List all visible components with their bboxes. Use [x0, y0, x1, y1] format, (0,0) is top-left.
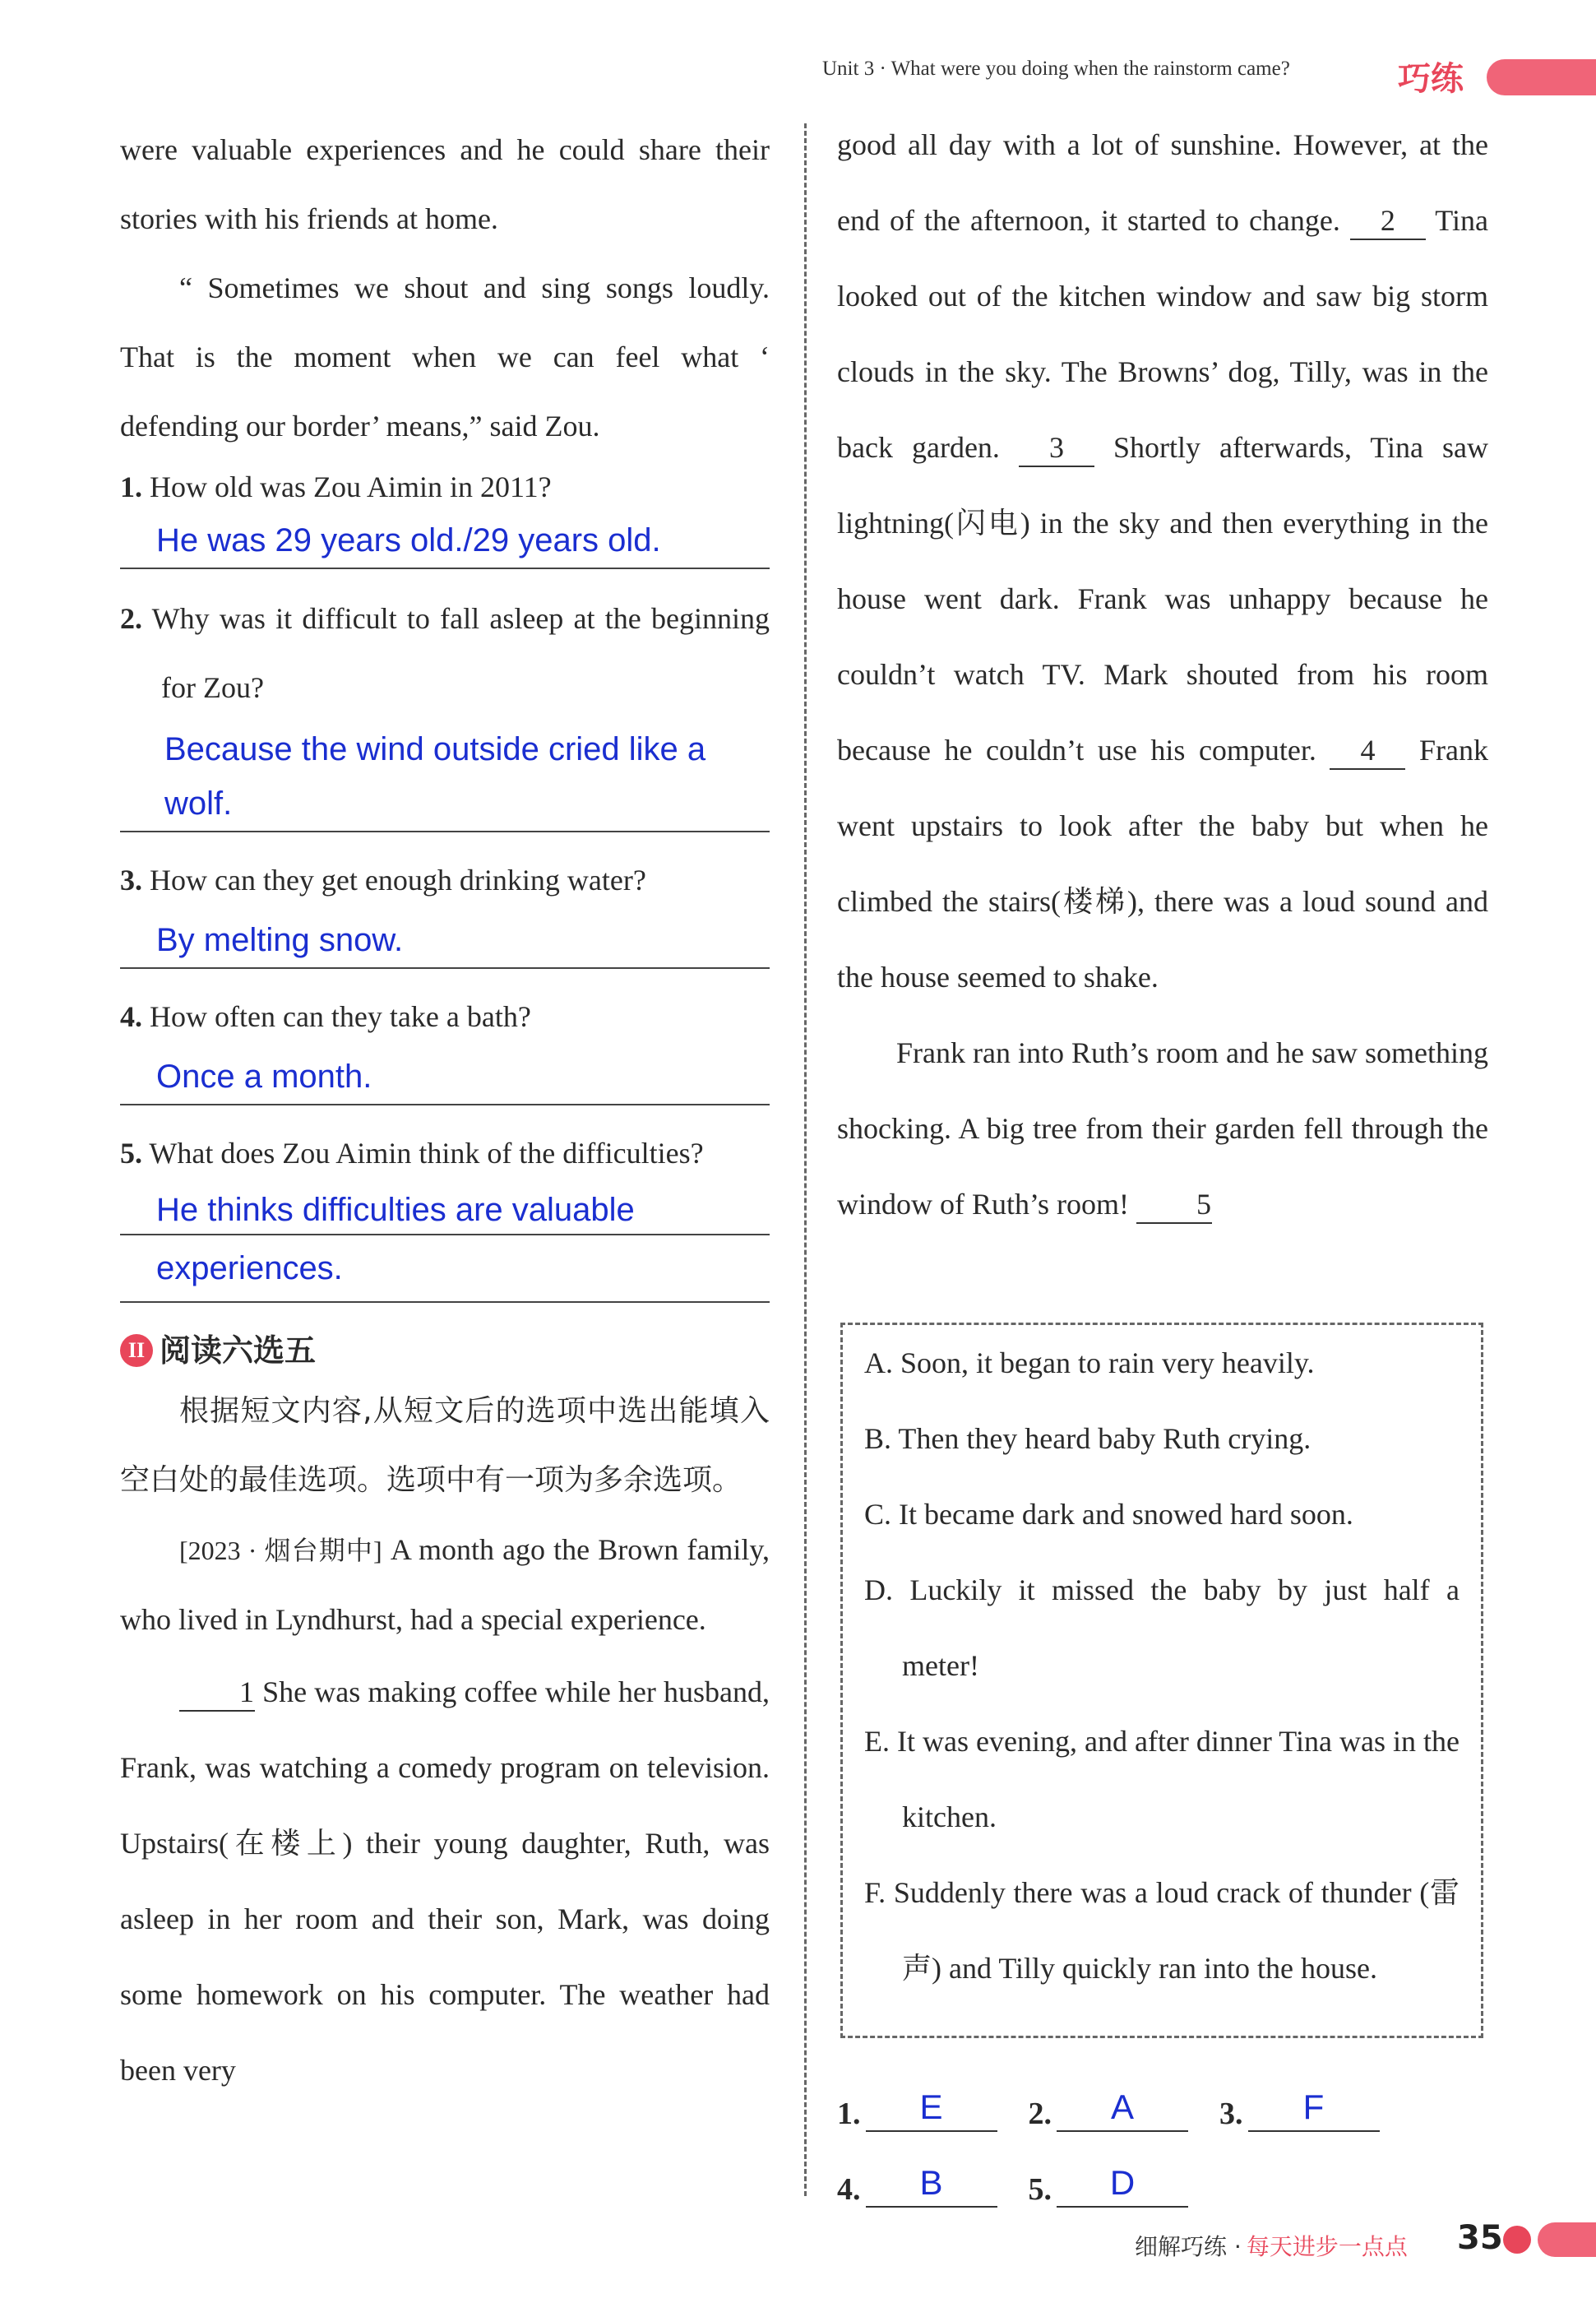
section-instruction: 根据短文内容,从短文后的选项中选出能填入空白处的最佳选项。选项中有一项为多余选项。: [120, 1394, 770, 1497]
intro-paragraph-2: “ Sometimes we shout and sing songs loudly. That is the moment when we can feel what ‘ defending our border’ means,” said Zou.: [120, 271, 770, 443]
answer-slot-5[interactable]: 5. D: [1029, 2160, 1189, 2208]
intro-paragraph-1: were valuable experiences and he could share their stories with his friends at home.: [120, 133, 770, 235]
left-column: [120, 115, 770, 2108]
section-heading: 阅读六选五: [160, 1332, 317, 1369]
passage-paragraph-1: [2023 · 烟台期中] A month ago the Brown family, who lived in Lyndhurst, had a special experience.: [120, 1533, 770, 1636]
question-3: 3. How can they get enough drinking water? By melting snow.: [120, 847, 770, 969]
answer-3: By melting snow.: [120, 913, 770, 969]
answer-5: He thinks difficulties are valuable: [120, 1186, 770, 1235]
source-tag: [2023 · 烟台期中]: [179, 1536, 382, 1565]
passage-paragraph-3: good all day with a lot of sunshine. However, at the end of the afternoon, it started to change. 2 Tina looked out of the kitchen window and saw big storm clouds in the sky. The Browns’ dog, Tilly, was in the back garden. 3 Shortly afterwards, Tina saw lightning(闪电) in the sky and then everything in the house went dark. Frank was unhappy because he couldn’t watch TV. Mark shouted from his room because he couldn’t use his computer. 4 Frank went upstairs to look after the baby but when he climbed the stairs(楼梯), there was a loud sound and the house seemed to shake.: [837, 128, 1489, 994]
page-number: 35: [1457, 2219, 1503, 2257]
footer-slogan: 每天进步一点点: [1246, 2233, 1408, 2260]
answer-2: Because the wind outside cried like a wolf.: [120, 722, 770, 832]
answer-5-continued: experiences.: [120, 1235, 770, 1303]
options-box: [840, 1323, 1483, 2038]
footer: [1135, 2229, 1408, 2262]
question-1: 1. How old was Zou Aimin in 2011? He was 29 years old./29 years old.: [120, 461, 770, 569]
footer-brand: 细解巧练 ·: [1135, 2233, 1242, 2260]
page-dot-decoration: [1503, 2226, 1531, 2254]
question-2: 2. Why was it difficult to fall asleep at the beginning for Zou? Because the wind outside cried like a wolf.: [120, 584, 770, 832]
blank-3: 3: [1019, 429, 1094, 467]
right-column: [837, 107, 1488, 1242]
column-divider: [804, 123, 807, 2196]
option-a: A. Soon, it began to rain very heavily.: [864, 1346, 1315, 1379]
answer-sheet: [837, 2056, 1411, 2208]
passage-paragraph-2: 1 She was making coffee while her husband, Frank, was watching a comedy program on television. Upstairs(在楼上) their young daughter, Ruth, was asleep in her room and their son, Mark, was doing some homework on his computer. The weather had been very: [120, 1675, 770, 2087]
question-4: 4. How often can they take a bath? Once a month.: [120, 984, 770, 1105]
blank-5: 5: [1136, 1186, 1212, 1224]
header-accent-bar: [1487, 59, 1596, 95]
answer-slot-1[interactable]: 1. E: [837, 2084, 997, 2132]
passage-paragraph-4: Frank ran into Ruth’s room and he saw something shocking. A big tree from their garden fell through the window of Ruth’s room! 5: [837, 1015, 1488, 1242]
option-f: F. Suddenly there was a loud crack of thunder (雷声) and Tilly quickly ran into the house.: [864, 1876, 1460, 1985]
answer-slot-3[interactable]: 3. F: [1219, 2084, 1380, 2132]
answer-1: He was 29 years old./29 years old.: [120, 513, 770, 569]
option-b: B. Then they heard baby Ruth crying.: [864, 1422, 1311, 1455]
header-brand: 巧练: [1398, 60, 1464, 98]
option-c: C. It became dark and snowed hard soon.: [864, 1498, 1353, 1531]
section-title: [120, 1324, 770, 1377]
answer-slot-4[interactable]: 4. B: [837, 2160, 997, 2208]
blank-2: 2: [1350, 202, 1426, 240]
page-bar-decoration: [1538, 2222, 1596, 2257]
blank-1: 1: [179, 1674, 255, 1712]
answer-4: Once a month.: [120, 1050, 770, 1105]
option-e: E. It was evening, and after dinner Tina was in the kitchen.: [864, 1725, 1460, 1833]
section-badge: II: [120, 1334, 153, 1367]
question-5: 5. What does Zou Aimin think of the difficulties? He thinks difficulties are valuable experiences.: [120, 1120, 770, 1303]
answer-slot-2[interactable]: 2. A: [1029, 2084, 1189, 2132]
header-unit-title: Unit 3 · What were you doing when the rainstorm came?: [822, 58, 1290, 80]
blank-4: 4: [1330, 732, 1405, 770]
option-d: D. Luckily it missed the baby by just half a meter!: [864, 1573, 1460, 1682]
